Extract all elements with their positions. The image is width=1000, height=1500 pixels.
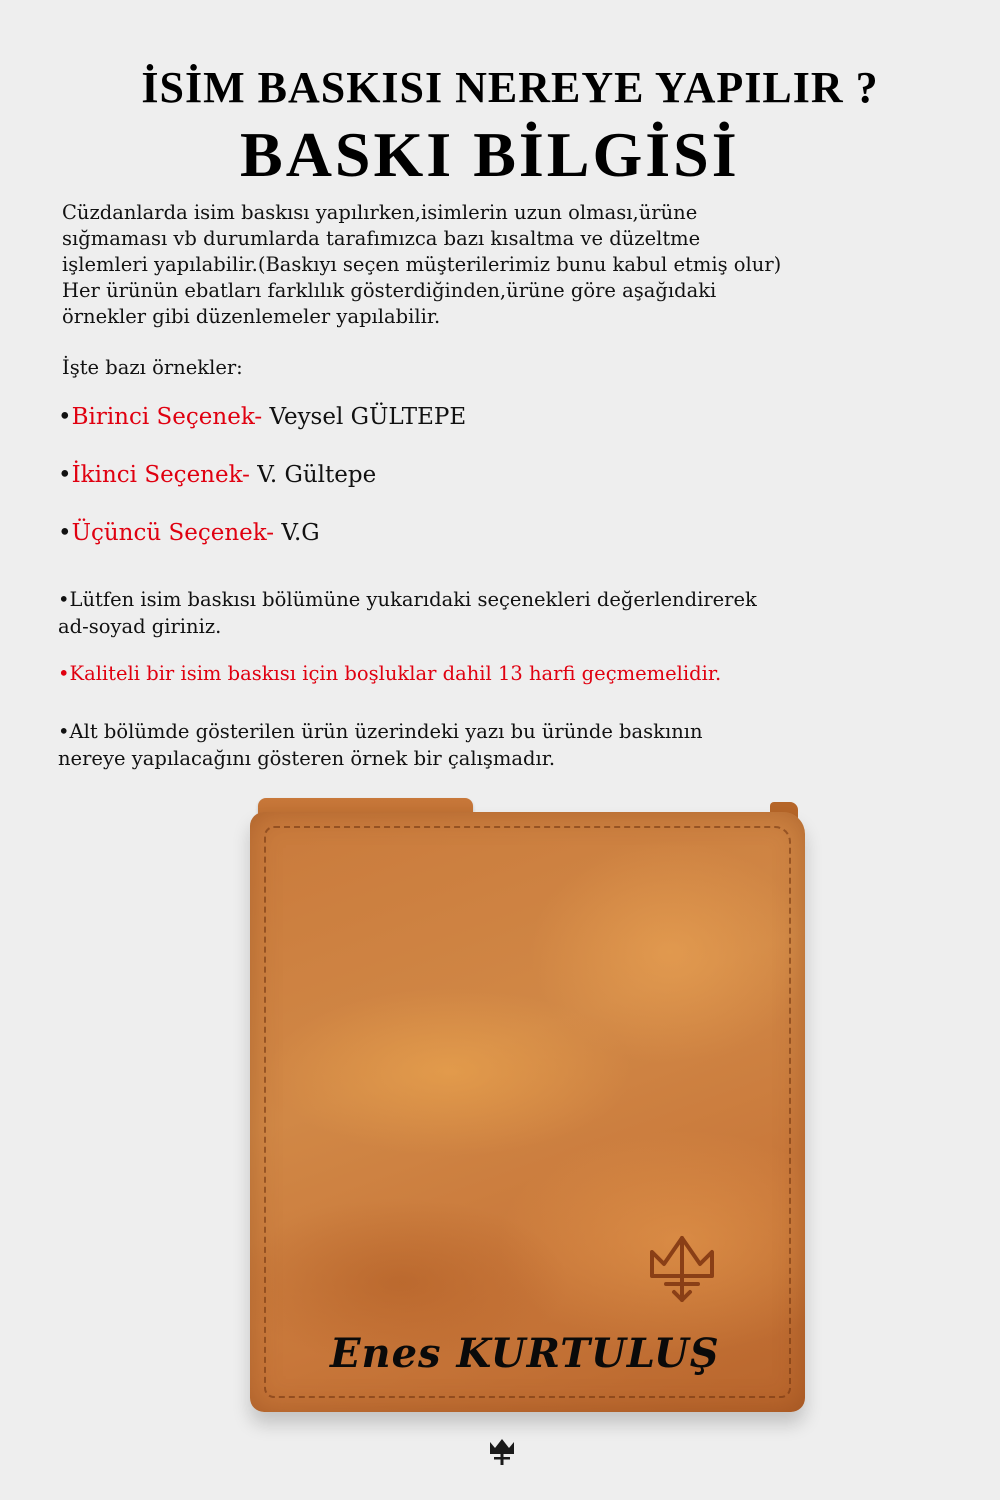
examples-heading: İşte bazı örnekler: — [62, 356, 243, 379]
wallet-product-image — [240, 790, 810, 1430]
note-line: •Lütfen isim baskısı bölümüne yukarıdaki seçenekleri değerlendirerek — [58, 588, 757, 611]
intro-line: Cüzdanlarda isim baskısı yapılırken,isimlerin uzun olması,ürüne — [62, 201, 698, 224]
note-sample-info — [58, 718, 958, 772]
intro-line: sığmaması vb durumlarda tarafımızca bazı kısaltma ve düzeltme — [62, 227, 701, 250]
intro-text — [62, 200, 942, 330]
intro-line: örnekler gibi düzenlemeler yapılabilir. — [62, 305, 441, 328]
trident-crown-emblem-icon — [644, 1230, 720, 1304]
option-third — [58, 520, 320, 546]
option-label: İkinci Seçenek- — [71, 462, 250, 488]
page-subtitle: BASKI BİLGİSİ — [240, 119, 740, 190]
intro-line: Her ürünün ebatları farklılık gösterdiğinden,ürüne göre aşağıdaki — [62, 279, 717, 302]
option-value: V.G — [281, 520, 320, 546]
intro-line: işlemleri yapılabilir.(Baskıyı seçen müşterilerimiz bunu kabul etmiş olur) — [62, 253, 782, 276]
option-value: V. Gültepe — [257, 462, 377, 488]
option-value: Veysel GÜLTEPE — [269, 404, 467, 430]
note-fill-instructions — [58, 586, 958, 640]
wallet-body — [250, 812, 805, 1412]
bullet: • — [58, 404, 72, 430]
page-title: İSİM BASKISI NEREYE YAPILIR ? — [141, 63, 879, 112]
option-first — [58, 404, 466, 430]
wallet-stitching — [264, 826, 791, 1398]
note-line: ad-soyad giriniz. — [58, 615, 222, 638]
trident-crown-logo-icon — [488, 1438, 516, 1466]
option-label: Üçüncü Seçenek- — [71, 520, 275, 546]
bullet: • — [58, 462, 72, 488]
note-line: nereye yapılacağını gösteren örnek bir çalışmadır. — [58, 747, 556, 770]
engraved-name: Enes KURTULUŞ — [330, 1330, 720, 1377]
note-character-limit: •Kaliteli bir isim baskısı için boşluklar dahil 13 harfi geçmemelidir. — [58, 662, 722, 685]
note-line: •Alt bölümde gösterilen ürün üzerindeki yazı bu üründe baskının — [58, 720, 703, 743]
bullet: • — [58, 520, 72, 546]
option-second — [58, 462, 376, 488]
option-label: Birinci Seçenek- — [71, 404, 263, 430]
